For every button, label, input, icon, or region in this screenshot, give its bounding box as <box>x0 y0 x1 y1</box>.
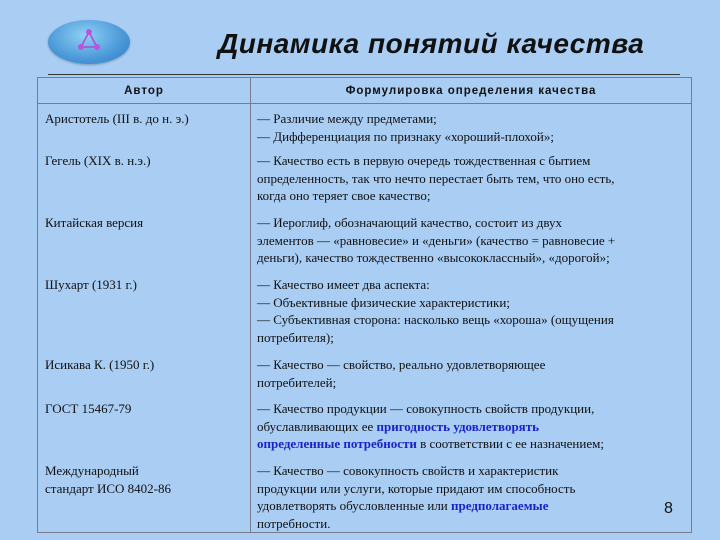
title-divider <box>48 74 680 75</box>
table-row <box>38 462 692 533</box>
page-title: Динамика понятий качества <box>218 28 645 59</box>
triangle-nodes-icon <box>77 28 101 52</box>
author-cell: Гегель (XIX в. н.э.) <box>38 152 251 214</box>
highlighted-term: предполагаемые <box>451 498 549 513</box>
table-row <box>38 214 692 276</box>
author-cell: ГОСТ 15467-79 <box>38 400 251 462</box>
page-number: 8 <box>664 500 673 517</box>
definition-cell: — Качество — свойство, реально удовлетворяющее потребителей; <box>251 356 692 400</box>
logo-ellipse <box>48 20 130 64</box>
definition-cell: — Качество продукции — совокупность свойств продукции, обуславливающих ее пригодность удовлетворять определенные потребности в соответствии с ее назначением; <box>251 400 692 462</box>
author-column-header: Автор <box>38 78 251 104</box>
definition-cell: — Качество — совокупность свойств и характеристик продукции или услуги, которые придают им способность удовлетворять обусловленные или предполагаемые потребности. <box>251 462 692 533</box>
definition-cell: — Качество есть в первую очередь тождественная с бытием определенность, так что нечто перестает быть тем, что оно есть, когда оно теряет свое качество; <box>251 152 692 214</box>
table-row <box>38 104 692 153</box>
highlighted-term: пригодность удовлетворять <box>376 418 539 434</box>
highlighted-term: определенные потребности <box>257 436 417 451</box>
author-cell: Китайская версия <box>38 214 251 276</box>
author-cell: Международный стандарт ИСО 8402-86 <box>38 462 251 533</box>
definition-cell: — Различие между предметами; — Дифференциация по признаку «хороший-плохой»; <box>251 104 692 153</box>
author-cell: Аристотель (III в. до н. э.) <box>38 104 251 153</box>
table-row <box>38 152 692 214</box>
table-header-row <box>38 78 692 104</box>
definition-cell: — Качество имеет два аспекта: — Объективные физические характеристики; — Субъективная сторона: насколько вещь «хороша» (ощущения потребителя); <box>251 276 692 356</box>
author-cell: Шухарт (1931 г.) <box>38 276 251 356</box>
table-row <box>38 276 692 356</box>
table-row <box>38 400 692 462</box>
definition-cell: — Иероглиф, обозначающий качество, состоит из двух элементов — «равновесие» и «деньги» (качество = равновесие + деньги), качество тождественно «высококлассный», «дорогой»; <box>251 214 692 276</box>
quality-definitions-table <box>37 77 692 533</box>
author-cell: Исикава К. (1950 г.) <box>38 356 251 400</box>
definition-column-header: Формулировка определения качества <box>251 78 692 104</box>
table-row <box>38 356 692 400</box>
